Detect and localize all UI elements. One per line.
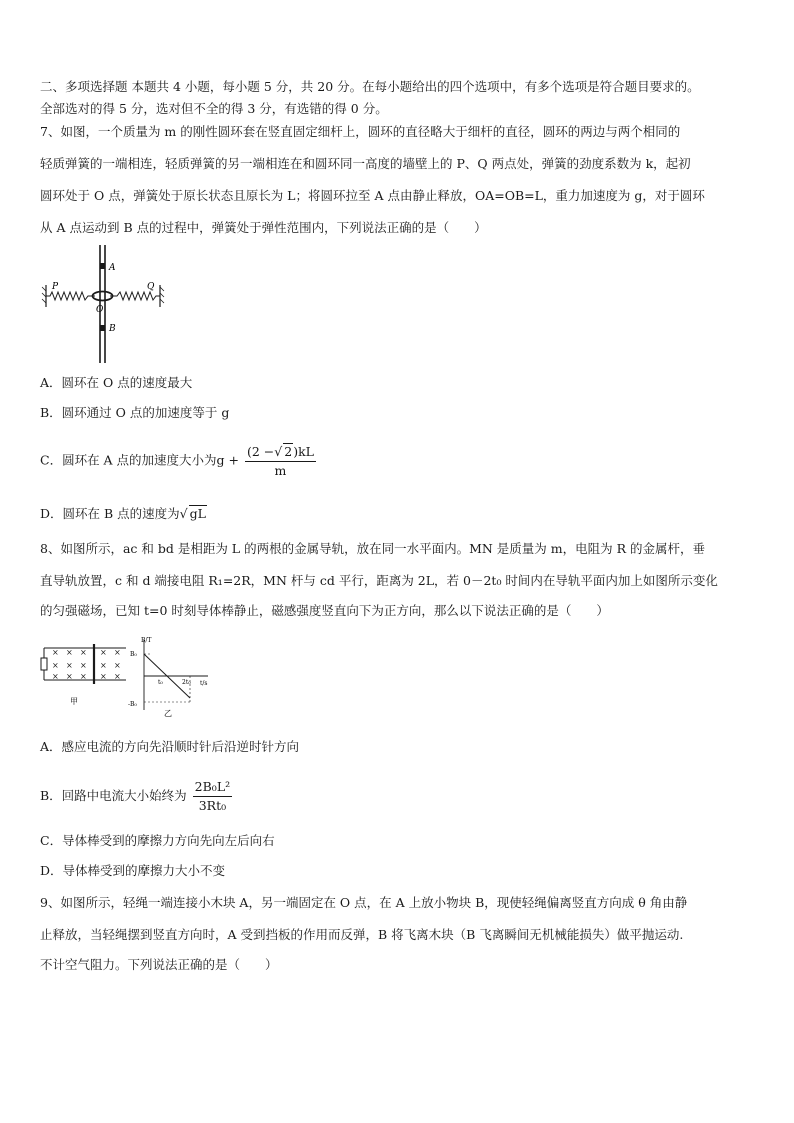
q7-spring-right <box>110 292 160 300</box>
q7-label-a: A <box>109 263 116 273</box>
svg-text:×: × <box>52 672 59 681</box>
q8-option-d: D．导体棒受到的摩擦力大小不变 <box>40 863 226 878</box>
svg-text:×: × <box>80 661 87 670</box>
q8-figure-jia <box>38 638 128 710</box>
q8-option-c: C．导体棒受到的摩擦力方向先向左后向右 <box>40 833 275 848</box>
q8-graph-y-label: B/T <box>141 637 152 644</box>
svg-text:×: × <box>66 648 73 657</box>
section-header-line-1: 二、多项选择题 本题共 4 小题，每小题 5 分，共 20 分。在每小题给出的四个选项中，有多个选项是符合题目要求的。 <box>40 79 700 94</box>
q7-figure <box>40 245 170 365</box>
q7-point-b <box>100 325 105 331</box>
q8-tick-2t0: 2t₀ <box>182 679 191 686</box>
q7-label-p: P <box>52 282 59 292</box>
q8-option-b-fraction <box>193 779 232 814</box>
svg-text:×: × <box>114 661 121 670</box>
q8-tick-t0: t₀ <box>158 679 163 686</box>
q7-option-c-denominator: m <box>274 463 287 478</box>
svg-text:×: × <box>114 672 121 681</box>
svg-text:×: × <box>80 672 87 681</box>
q8-option-a: A．感应电流的方向先沿顺时针后沿逆时针方向 <box>40 739 300 754</box>
q7-option-c-fraction <box>245 443 316 479</box>
svg-text:×: × <box>52 661 59 670</box>
q8-field-crosses <box>52 648 121 681</box>
q7-stem-line-2: 轻质弹簧的一端相连，轻质弹簧的另一端相连在和圆环同一高度的墙壁上的 P、Q 两点处，弹簧的劲度系数为 k，起初 <box>40 156 691 171</box>
q8-stem-line-3: 的匀强磁场，已知 t=0 时刻导体棒静止，磁感强度竖直向下为正方向，那么以下说法正确的是（ ） <box>40 603 609 618</box>
q7-option-a: A．圆环在 O 点的速度最大 <box>40 375 193 390</box>
svg-text:×: × <box>80 648 87 657</box>
svg-text:×: × <box>100 661 107 670</box>
section-header-line-2: 全部选对的得 5 分，选对但不全的得 3 分，有选错的得 0 分。 <box>40 101 388 116</box>
q8-stem-line-1: 8、如图所示，ac 和 bd 是相距为 L 的两根的金属导轨，放在同一水平面内。MN 是质量为 m，电阻为 R 的金属杆，垂 <box>40 541 705 556</box>
q7-option-c-prefix: C．圆环在 A 点的加速度大小为 <box>40 452 217 468</box>
svg-text:×: × <box>114 648 121 657</box>
q8-option-b <box>40 779 232 814</box>
q7-stem-line-4: 从 A 点运动到 B 点的过程中，弹簧处于弹性范围内，下列说法正确的是（ ） <box>40 220 487 235</box>
q7-option-d-prefix: D．圆环在 B 点的速度为 <box>40 506 180 521</box>
q7-option-b: B．圆环通过 O 点的加速度等于 g <box>40 405 230 420</box>
q9-stem-line-3: 不计空气阻力。下列说法正确的是（ ） <box>40 957 278 972</box>
q8-option-b-denominator: 3Rt₀ <box>198 798 227 813</box>
svg-text:×: × <box>66 661 73 670</box>
q7-stem-line-3: 圆环处于 O 点，弹簧处于原长状态且原长为 L；将圆环拉至 A 点由静止释放，OA=OB=L，重力加速度为 g，对于圆环 <box>40 188 705 203</box>
svg-text:×: × <box>100 648 107 657</box>
q9-stem-line-1: 9、如图所示，轻绳一端连接小木块 A，另一端固定在 O 点，在 A 上放小物块 B，现使轻绳偏离竖直方向成 θ 角由静 <box>40 895 688 910</box>
q7-option-c-numerator: (2 −√ 2)kL <box>245 443 316 462</box>
q8-option-b-prefix: B．回路中电流大小始终为 <box>40 788 187 803</box>
q7-label-b: B <box>109 324 116 334</box>
q9-stem-line-2: 止释放，当轻绳摆到竖直方向时，A 受到挡板的作用而反弹，B 将飞离木块（B 飞离瞬间无机械能损失）做平抛运动. <box>40 927 684 942</box>
svg-text:×: × <box>52 648 59 657</box>
q7-option-c-g: g + <box>216 452 239 468</box>
q8-option-b-numerator: 2B₀L² <box>193 779 232 797</box>
q8-graph-x-label: t/s <box>200 680 208 687</box>
q7-spring-left <box>46 292 95 300</box>
q8-label-yi: 乙 <box>164 709 172 718</box>
q8-figure-yi <box>128 636 213 718</box>
q7-option-c <box>40 443 316 479</box>
svg-text:×: × <box>100 672 107 681</box>
q7-ring <box>93 292 113 301</box>
q8-stem-line-2: 直导轨放置，c 和 d 端接电阻 R₁=2R，MN 杆与 cd 平行，距离为 2L，若 0－2t₀ 时间内在导轨平面内加上如图所示变化 <box>40 573 718 588</box>
q7-stem-line-1: 7、如图，一个质量为 m 的刚性圆环套在竖直固定细杆上，圆环的直径略大于细杆的直径，圆环的两边与两个相同的 <box>40 124 681 139</box>
q8-resistor <box>41 658 47 670</box>
q7-label-q: Q <box>147 282 155 292</box>
q7-option-d: D．圆环在 B 点的速度为√ gL <box>40 506 206 521</box>
q8-label-jia: 甲 <box>70 697 78 706</box>
q7-point-a <box>100 263 105 269</box>
q8-tick-b0: B₀ <box>130 651 137 658</box>
q7-option-d-sqrt: gL <box>189 506 206 521</box>
q8-tick-neg-b0: -B₀ <box>128 701 137 708</box>
svg-text:×: × <box>66 672 73 681</box>
q7-label-o: O <box>96 305 104 315</box>
